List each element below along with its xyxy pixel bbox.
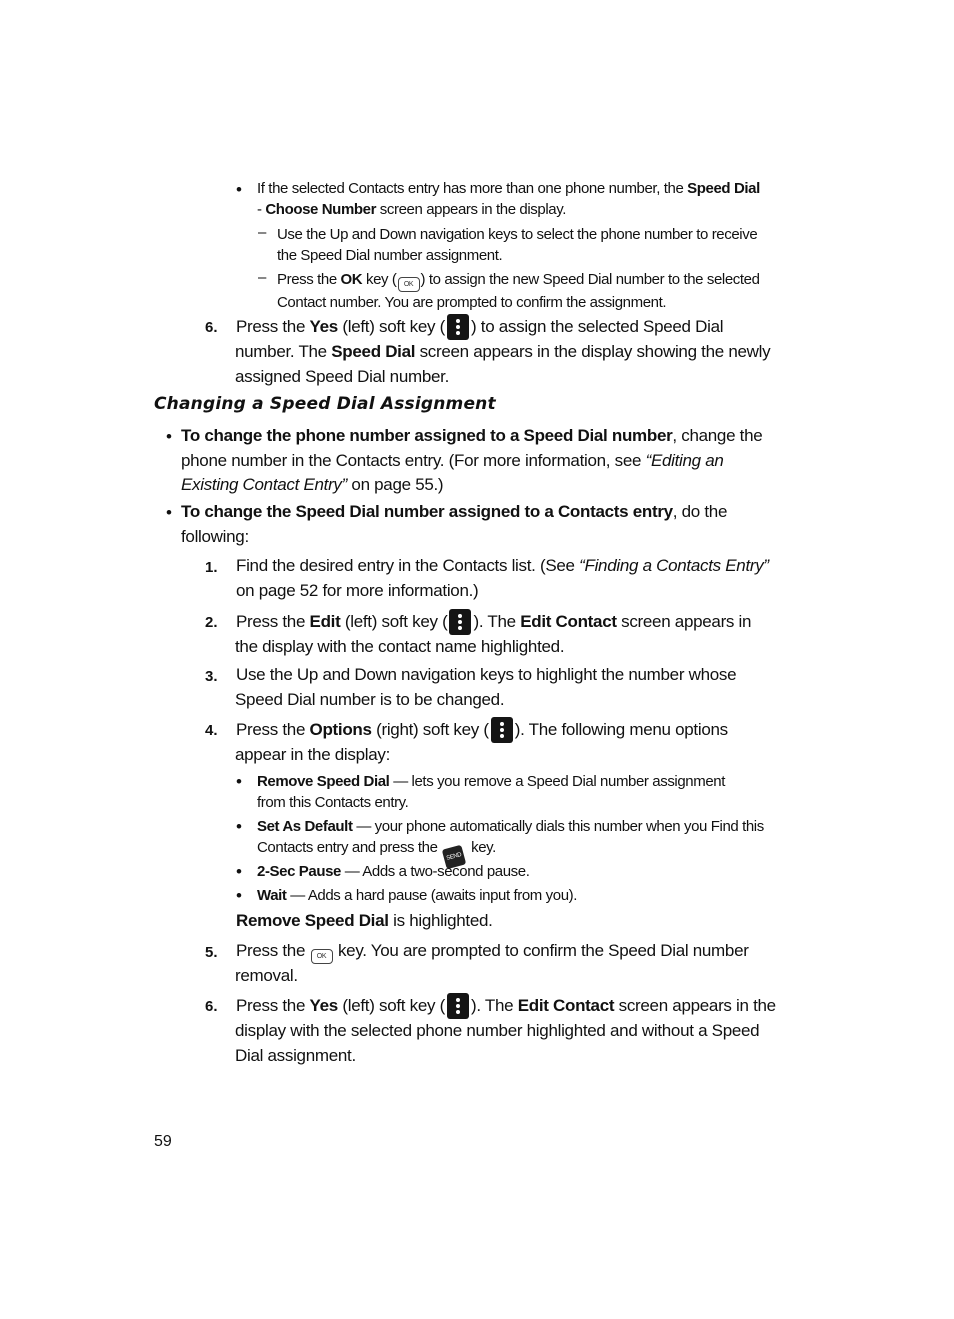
bullet: •	[166, 503, 172, 522]
bullet: •	[236, 772, 242, 791]
paragraph-step-options-soft-key: Press the Options (right) soft key ( ). The following menu options appear in the display:	[235, 717, 755, 768]
left-soft-key-icon	[449, 609, 471, 635]
bullet: •	[236, 886, 242, 905]
step-number: 5.	[205, 944, 218, 961]
option-remove-speed-dial: Remove Speed Dial — lets you remove a Speed Dial number assignment from this Contacts entry.	[257, 773, 725, 811]
section-heading: Changing a Speed Dial Assignment	[154, 394, 496, 414]
paragraph-remove-highlighted: Remove Speed Dial is highlighted.	[236, 911, 493, 930]
paragraph-step-yes-soft-key: Press the Yes (left) soft key ( ) to assign the selected Speed Dial number. The Speed Dial screen appears in the display showing the newly assigned Speed Dial number.	[235, 314, 775, 389]
paragraph-speed-dial-choose-number: If the selected Contacts entry has more than one phone number, the Speed Dial - Choose Number screen appears in the display.	[257, 180, 760, 218]
option-wait: Wait — Adds a hard pause (awaits input from you).	[257, 887, 578, 904]
option-set-as-default: Set As Default — your phone automatically dials this number when you Find this Contacts entry and press the SEND key.	[257, 816, 772, 867]
paragraph-step-find-entry: Find the desired entry in the Contacts list. (See “Finding a Contacts Entry” on page 52 for more information.)	[236, 556, 769, 600]
dash-marker: –	[258, 224, 267, 241]
left-soft-key-icon	[447, 993, 469, 1019]
option-2-sec-pause: 2-Sec Pause — Adds a two-second pause.	[257, 863, 530, 880]
left-soft-key-icon	[447, 314, 469, 340]
right-soft-key-icon	[491, 717, 513, 743]
paragraph-change-phone-number: To change the phone number assigned to a Speed Dial number, change the phone number in the Contacts entry. (For more information, see “Editing an Existing Contact Entry” on page 55.)	[181, 426, 763, 494]
dash-marker: –	[258, 269, 267, 286]
paragraph-press-ok-assign: Press the OK key ( OK ) to assign the new Speed Dial number to the selected Contact number. You are prompted to confirm the assignment.	[277, 271, 760, 311]
paragraph-step-edit-soft-key: Press the Edit (left) soft key ( ). The Edit Contact screen appears in the display with the contact name highlighted.	[235, 609, 775, 660]
paragraph-step-yes-confirm: Press the Yes (left) soft key ( ). The Edit Contact screen appears in the display with the selected phone number highlighted and without a Speed Dial assignment.	[235, 993, 780, 1068]
step-number: 6.	[205, 319, 218, 336]
ok-key-icon: OK	[311, 949, 333, 964]
ok-key-icon: OK	[398, 277, 420, 292]
step-number: 3.	[205, 668, 218, 685]
paragraph-select-phone-number: Use the Up and Down navigation keys to select the phone number to receive the Speed Dial number assignment.	[277, 226, 758, 264]
bullet: •	[236, 862, 242, 881]
step-number: 1.	[205, 559, 218, 576]
paragraph-change-speed-dial-number: To change the Speed Dial number assigned to a Contacts entry, do the following:	[181, 502, 728, 546]
bullet: •	[166, 427, 172, 446]
paragraph-step-ok-key: Press the OK key. You are prompted to confirm the Speed Dial number removal.	[235, 941, 749, 985]
paragraph-step-highlight-number: Use the Up and Down navigation keys to highlight the number whose Speed Dial number is to be changed.	[235, 665, 737, 709]
step-number: 2.	[205, 614, 218, 631]
step-number: 4.	[205, 722, 218, 739]
bullet: •	[236, 817, 242, 836]
step-number: 6.	[205, 998, 218, 1015]
bullet: •	[236, 180, 242, 199]
send-key-icon: SEND	[442, 845, 466, 869]
page-number: 59	[154, 1133, 172, 1150]
